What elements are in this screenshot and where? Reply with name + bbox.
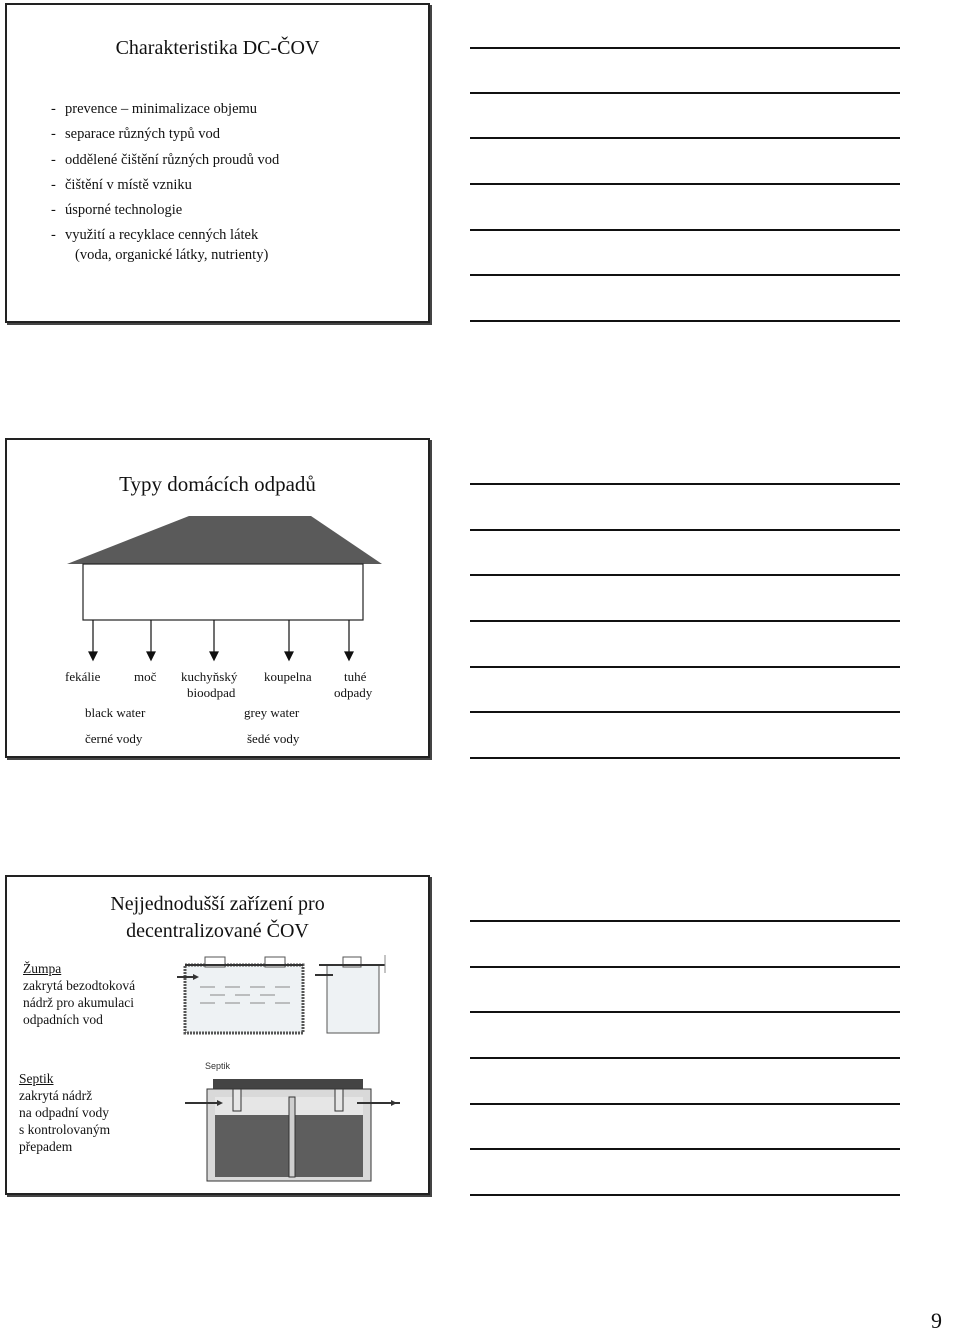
zumpa-diagram <box>175 949 415 1039</box>
septik-diagram-label: Septik <box>205 1061 231 1071</box>
bullet-list <box>51 97 279 249</box>
note-line <box>470 1011 900 1013</box>
label-tuhe: tuhé <box>344 669 367 684</box>
bullet-item: - čištění v místě vzniku <box>51 176 192 193</box>
septik-line: zakrytá nádrž <box>19 1088 93 1103</box>
zumpa-line: zakrytá bezodtoková <box>23 978 136 993</box>
note-line <box>470 1194 900 1196</box>
label-kuchynsky: kuchyňský <box>181 669 238 684</box>
label-bioodpad: bioodpad <box>187 685 236 700</box>
house-body <box>83 564 363 620</box>
bullet-item: - prevence – minimalizace objemu <box>51 101 258 117</box>
bullet-subline: (voda, organické látky, nutrienty) <box>75 247 269 263</box>
note-line <box>470 1148 900 1150</box>
slide-waste-types <box>5 438 430 758</box>
septik-heading: Septik <box>19 1071 54 1086</box>
septik-line: s kontrolovaným <box>19 1122 111 1137</box>
slide-title: Typy domácích odpadů <box>119 472 316 496</box>
septik-lid <box>213 1079 363 1089</box>
label-grey-water: grey water <box>244 705 300 720</box>
zumpa-heading: Žumpa <box>23 961 62 976</box>
note-line <box>470 1103 900 1105</box>
note-line <box>470 1057 900 1059</box>
title-line: decentralizované ČOV <box>126 920 309 942</box>
septik-diagram <box>185 1057 405 1182</box>
page-number: 9 <box>931 1308 942 1333</box>
note-line <box>470 966 900 968</box>
title-line: Nejjednodušší zařízení pro <box>110 893 325 915</box>
slide-simple-devices <box>5 875 430 1195</box>
roof-shape <box>67 516 382 564</box>
label-moc: moč <box>134 669 157 684</box>
label-odpady: odpady <box>334 685 373 700</box>
label-koupelna: koupelna <box>264 669 312 684</box>
bullet-item: - úsporné technologie <box>51 202 183 219</box>
zumpa-line: odpadních vod <box>23 1012 103 1027</box>
zumpa-description <box>23 960 135 1028</box>
slide-title: Charakteristika DC-ČOV <box>115 37 320 59</box>
septik-line: na odpadní vody <box>19 1105 109 1120</box>
label-sede-vody: šedé vody <box>247 731 300 746</box>
label-fekalie: fekálie <box>65 669 101 684</box>
house-diagram <box>7 440 428 756</box>
bullet-item: - oddělené čištění různých proudů vod <box>51 151 280 168</box>
label-black-water: black water <box>85 705 146 720</box>
outflow-arrows <box>89 620 353 660</box>
note-line <box>470 920 900 922</box>
bullet-item: - separace různých typů vod <box>51 126 221 143</box>
septik-description <box>19 1070 110 1155</box>
septik-line: přepadem <box>19 1139 73 1154</box>
label-cerne-vody: černé vody <box>85 731 143 746</box>
slide-characteristics <box>5 3 430 323</box>
slide-title <box>7 891 428 945</box>
zumpa-line: nádrž pro akumulaci <box>23 995 134 1010</box>
bullet-item: - využití a recyklace cenných látek <box>51 227 259 244</box>
notes-lines-3 <box>470 0 900 1200</box>
